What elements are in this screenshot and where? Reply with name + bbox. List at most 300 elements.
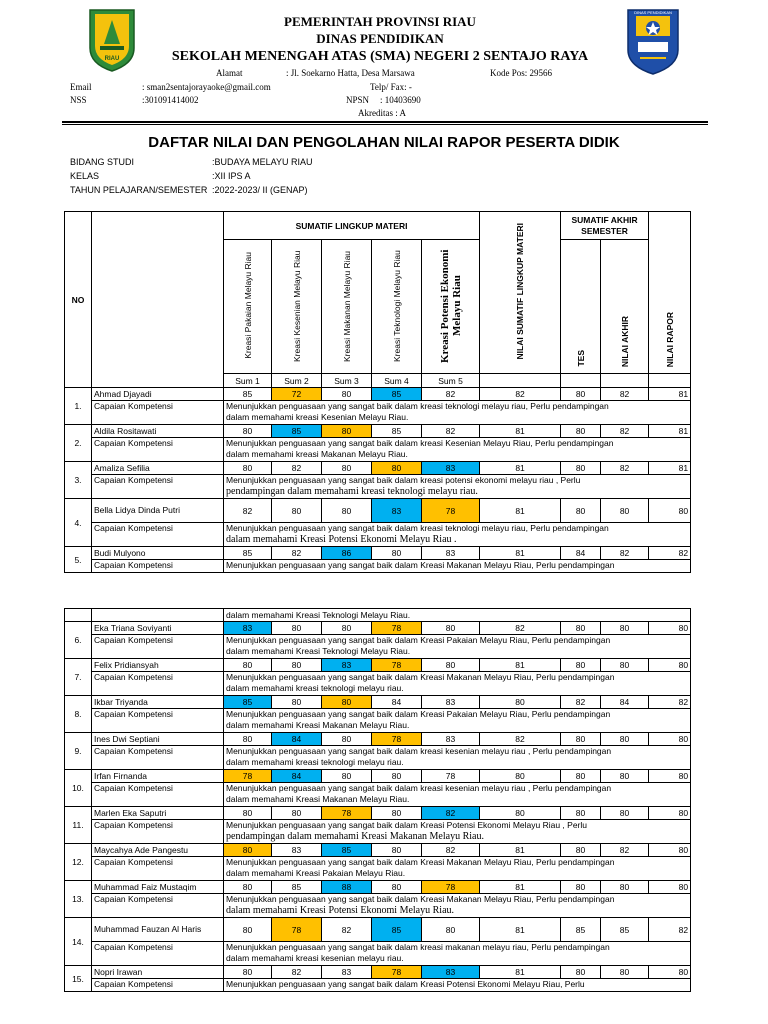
score-s2: 85 xyxy=(272,425,322,438)
score-s2: 80 xyxy=(272,696,322,709)
score-nilai-slm: 82 xyxy=(480,733,561,746)
row-number: 10. xyxy=(65,770,92,807)
score-tes: 80 xyxy=(561,622,601,635)
score-tes: 80 xyxy=(561,807,601,820)
score-s2: 80 xyxy=(272,807,322,820)
score-s1: 85 xyxy=(224,388,272,401)
row-number: 7. xyxy=(65,659,92,696)
score-nilai-akhir: 80 xyxy=(601,733,649,746)
svg-text:DINAS PENDIDIKAN: DINAS PENDIDIKAN xyxy=(634,10,672,15)
score-tes: 82 xyxy=(561,696,601,709)
header-sum5: Sum 5 xyxy=(422,374,480,388)
header-sum2: Sum 2 xyxy=(272,374,322,388)
capaian-label: Capaian Kompetensi xyxy=(92,746,224,770)
capaian-label: Capaian Kompetensi xyxy=(92,438,224,462)
score-s1: 80 xyxy=(224,844,272,857)
capaian-description xyxy=(224,894,691,918)
email-value: : sman2sentajorayaoke@gmail.com xyxy=(142,82,271,92)
score-nilai-akhir: 82 xyxy=(601,547,649,560)
capaian-description xyxy=(224,979,691,992)
meta-subject xyxy=(70,157,313,167)
table-row xyxy=(65,770,691,783)
score-s5: 80 xyxy=(422,918,480,942)
score-nilai-slm: 81 xyxy=(480,499,561,523)
table-row-capaian xyxy=(65,857,691,881)
score-nilai-rapor: 82 xyxy=(649,918,691,942)
capaian-line-1: Menunjukkan penguasaan yang sangat baik dalam Kreasi Pakaian Melayu Riau, Perlu pendampingan xyxy=(226,635,611,645)
score-s1: 80 xyxy=(224,807,272,820)
score-s2: 82 xyxy=(272,547,322,560)
header-col2-cell xyxy=(272,240,322,374)
capaian-line-1: Menunjukkan penguasaan yang sangat baik dalam kreasi kesenian melayu riau , Perlu pendampingan xyxy=(226,746,612,756)
student-name: Felix Pridiansyah xyxy=(92,659,224,672)
row-number: 8. xyxy=(65,696,92,733)
score-nilai-rapor: 81 xyxy=(649,462,691,475)
capaian-description xyxy=(224,523,691,547)
score-nilai-slm: 81 xyxy=(480,918,561,942)
table-row xyxy=(65,881,691,894)
row-number: 14. xyxy=(65,918,92,966)
table-row-capaian xyxy=(65,820,691,844)
student-name: Bella Lidya Dinda Putri xyxy=(92,499,224,523)
capaian-label: Capaian Kompetensi xyxy=(92,475,224,499)
capaian-label: Capaian Kompetensi xyxy=(92,979,224,992)
table-row xyxy=(65,659,691,672)
score-nilai-slm: 81 xyxy=(480,659,561,672)
student-name: Maycahya Ade Pangestu xyxy=(92,844,224,857)
capaian-line-1: Menunjukkan penguasaan yang sangat baik dalam kreasi potensi ekonomi melayu riau , Perlu xyxy=(226,475,581,485)
capaian-line-1: Menunjukkan penguasaan yang sangat baik dalam kreasi Kesenian Melayu Riau, Perlu pendampingan xyxy=(226,438,614,448)
score-tes: 80 xyxy=(561,881,601,894)
capaian-line-2: dalam memahami Kreasi Potensi Ekonomi Melayu Riau . xyxy=(226,534,457,545)
student-name: Muhammad Faiz Mustaqim xyxy=(92,881,224,894)
score-tes: 80 xyxy=(561,499,601,523)
score-nilai-akhir: 82 xyxy=(601,462,649,475)
score-s5: 80 xyxy=(422,659,480,672)
capaian-label: Capaian Kompetensi xyxy=(92,820,224,844)
score-s1: 80 xyxy=(224,425,272,438)
student-name: Aldila Rositawati xyxy=(92,425,224,438)
header-sum4: Sum 4 xyxy=(372,374,422,388)
score-s3: 83 xyxy=(322,659,372,672)
score-s3: 80 xyxy=(322,770,372,783)
score-nilai-akhir: 82 xyxy=(601,388,649,401)
capaian-line-1: Menunjukkan penguasaan yang sangat baik dalam Kreasi Pakaian Melayu Riau, Perlu pendampingan xyxy=(226,709,611,719)
score-s4: 80 xyxy=(372,462,422,475)
score-tes: 84 xyxy=(561,547,601,560)
student-name: Marlen Eka Saputri xyxy=(92,807,224,820)
capaian-label: Capaian Kompetensi xyxy=(92,857,224,881)
capaian-line-2: dalam memahami kreasi Kesenian Melayu Riau. xyxy=(226,412,409,422)
student-name: Amaliza Sefilia xyxy=(92,462,224,475)
score-nilai-slm: 81 xyxy=(480,881,561,894)
table-row-capaian xyxy=(65,746,691,770)
letterhead xyxy=(0,0,768,125)
header-blank xyxy=(480,374,561,388)
header-blank xyxy=(601,374,649,388)
score-s2: 83 xyxy=(272,844,322,857)
capaian-description xyxy=(224,401,691,425)
score-s4: 80 xyxy=(372,770,422,783)
score-nilai-slm: 80 xyxy=(480,770,561,783)
score-s3: 82 xyxy=(322,918,372,942)
continuation-description: dalam memahami Kreasi Teknologi Melayu Riau. xyxy=(224,609,691,622)
capaian-description xyxy=(224,942,691,966)
meta-class-label: KELAS xyxy=(70,171,100,181)
score-nilai-rapor: 81 xyxy=(649,425,691,438)
header-sumatif-akhir: SUMATIF AKHIR SEMESTER xyxy=(561,212,649,240)
header-tes: TES xyxy=(575,350,586,367)
table-row xyxy=(65,462,691,475)
header-nilai-akhir: NILAI AKHIR xyxy=(619,315,630,367)
table-row-capaian xyxy=(65,635,691,659)
score-tes: 80 xyxy=(561,733,601,746)
table-row xyxy=(65,547,691,560)
capaian-line-1: Menunjukkan penguasaan yang sangat baik dalam Kreasi Makanan Melayu Riau, Perlu pendampingan xyxy=(226,560,615,570)
score-s5: 83 xyxy=(422,966,480,979)
row-number: 11. xyxy=(65,807,92,844)
score-nilai-slm: 81 xyxy=(480,547,561,560)
score-s1: 85 xyxy=(224,696,272,709)
header-col1: Kreasi Pakaian Melayu Riau xyxy=(242,252,253,359)
table-row-capaian xyxy=(65,894,691,918)
score-nilai-akhir: 80 xyxy=(601,659,649,672)
score-s4: 80 xyxy=(372,881,422,894)
table-row-capaian xyxy=(65,401,691,425)
capaian-label: Capaian Kompetensi xyxy=(92,523,224,547)
score-s1: 82 xyxy=(224,499,272,523)
student-name: Eka Triana Soviyanti xyxy=(92,622,224,635)
score-tes: 80 xyxy=(561,425,601,438)
score-s5: 78 xyxy=(422,770,480,783)
address-label: Alamat xyxy=(216,68,243,78)
score-nilai-akhir: 80 xyxy=(601,622,649,635)
score-s2: 84 xyxy=(272,770,322,783)
header-nilai-rapor-cell xyxy=(649,212,691,374)
capaian-description xyxy=(224,709,691,733)
header-school-name: SEKOLAH MENENGAH ATAS (SMA) NEGERI 2 SENTAJO RAYA xyxy=(171,49,589,64)
score-s3: 85 xyxy=(322,844,372,857)
row-number: 2. xyxy=(65,425,92,462)
score-nilai-rapor: 80 xyxy=(649,733,691,746)
student-name: Nopri Irawan xyxy=(92,966,224,979)
score-nilai-rapor: 80 xyxy=(649,807,691,820)
score-s1: 85 xyxy=(224,547,272,560)
header-col4-cell xyxy=(372,240,422,374)
capaian-line-1: Menunjukkan penguasaan yang sangat baik dalam Kreasi Potensi Ekonomi Melayu Riau , Perlu xyxy=(226,820,587,830)
capaian-line-2: pendampingan dalam memahami kreasi teknologi melayu riau. xyxy=(226,486,478,497)
score-nilai-rapor: 81 xyxy=(649,388,691,401)
header-col3-cell xyxy=(322,240,372,374)
capaian-line-2: dalam memahami kreasi teknologi melayu riau. xyxy=(226,757,404,767)
capaian-description xyxy=(224,475,691,499)
table-row xyxy=(65,733,691,746)
capaian-label: Capaian Kompetensi xyxy=(92,401,224,425)
score-nilai-rapor: 80 xyxy=(649,844,691,857)
score-s3: 80 xyxy=(322,733,372,746)
score-s5: 82 xyxy=(422,844,480,857)
capaian-label: Capaian Kompetensi xyxy=(92,672,224,696)
score-s4: 84 xyxy=(372,696,422,709)
capaian-label: Capaian Kompetensi xyxy=(92,783,224,807)
row-number: 1. xyxy=(65,388,92,425)
header-blank xyxy=(561,374,601,388)
score-s2: 78 xyxy=(272,918,322,942)
capaian-line-2: dalam memahami kreasi kesenian melayu riau. xyxy=(226,953,404,963)
score-s5: 82 xyxy=(422,425,480,438)
score-tes: 80 xyxy=(561,388,601,401)
score-s4: 78 xyxy=(372,966,422,979)
header-col1-cell xyxy=(224,240,272,374)
score-s4: 85 xyxy=(372,425,422,438)
capaian-label: Capaian Kompetensi xyxy=(92,709,224,733)
score-s5: 83 xyxy=(422,696,480,709)
grades-body-page-1 xyxy=(65,388,691,573)
score-nilai-slm: 81 xyxy=(480,425,561,438)
continuation-name xyxy=(92,609,224,622)
row-number: 5. xyxy=(65,547,92,573)
npsn-label: NPSN xyxy=(346,95,370,105)
capaian-line-2: dalam memahami Kreasi Teknologi Melayu Riau. xyxy=(226,646,411,656)
score-s1: 80 xyxy=(224,462,272,475)
score-nilai-rapor: 80 xyxy=(649,966,691,979)
header-col3: Kreasi Makanan Melayu Riau xyxy=(341,249,352,362)
header-nilai-slm-cell xyxy=(480,212,561,374)
score-s5: 83 xyxy=(422,462,480,475)
npsn-value: : 10403690 xyxy=(380,95,421,105)
table-row-capaian xyxy=(65,979,691,992)
table-row-capaian xyxy=(65,475,691,499)
score-nilai-akhir: 84 xyxy=(601,696,649,709)
score-tes: 80 xyxy=(561,844,601,857)
score-s3: 83 xyxy=(322,966,372,979)
score-s3: 80 xyxy=(322,462,372,475)
score-nilai-slm: 81 xyxy=(480,966,561,979)
score-nilai-rapor: 80 xyxy=(649,659,691,672)
score-s3: 80 xyxy=(322,622,372,635)
score-s3: 88 xyxy=(322,881,372,894)
capaian-line-1: Menunjukkan penguasaan yang sangat baik dalam Kreasi Makanan Melayu Riau, Perlu pendampingan xyxy=(226,894,615,904)
score-nilai-slm: 81 xyxy=(480,844,561,857)
score-s2: 84 xyxy=(272,733,322,746)
nss-label: NSS xyxy=(70,95,87,105)
header-department: DINAS PENDIDIKAN xyxy=(316,31,444,46)
table-row-capaian xyxy=(65,438,691,462)
score-s1: 78 xyxy=(224,770,272,783)
score-s4: 85 xyxy=(372,388,422,401)
row-number: 9. xyxy=(65,733,92,770)
continuation-no xyxy=(65,609,92,622)
score-s3: 86 xyxy=(322,547,372,560)
score-nilai-slm: 80 xyxy=(480,696,561,709)
header-nilai-rapor: NILAI RAPOR xyxy=(664,311,675,367)
capaian-description xyxy=(224,746,691,770)
table-row-capaian xyxy=(65,709,691,733)
capaian-description xyxy=(224,438,691,462)
score-s2: 80 xyxy=(272,499,322,523)
score-s2: 80 xyxy=(272,659,322,672)
score-s5: 80 xyxy=(422,622,480,635)
header-no: NO xyxy=(65,212,92,388)
score-s5: 82 xyxy=(422,388,480,401)
header-col5: Kreasi Potensi Ekonomi Melayu Riau xyxy=(438,248,463,363)
row-number: 15. xyxy=(65,966,92,992)
header-divider xyxy=(62,121,708,123)
capaian-line-1: Menunjukkan penguasaan yang sangat baik dalam Kreasi Makanan Melayu Riau, Perlu pendampingan xyxy=(226,857,615,867)
score-s4: 80 xyxy=(372,807,422,820)
student-name: Irfan Firnanda xyxy=(92,770,224,783)
capaian-label: Capaian Kompetensi xyxy=(92,560,224,573)
header-col5-cell xyxy=(422,240,480,374)
score-s2: 82 xyxy=(272,462,322,475)
score-nilai-akhir: 80 xyxy=(601,807,649,820)
capaian-line-2: dalam memahami kreasi Makanan Melayu Riau. xyxy=(226,449,408,459)
capaian-description xyxy=(224,560,691,573)
capaian-label: Capaian Kompetensi xyxy=(92,894,224,918)
header-sum1: Sum 1 xyxy=(224,374,272,388)
score-s4: 80 xyxy=(372,547,422,560)
header-blank xyxy=(649,374,691,388)
capaian-line-1: Menunjukkan penguasaan yang sangat baik dalam kreasi teknologi melayu riau, Perlu pendampingan xyxy=(226,401,609,411)
score-s2: 72 xyxy=(272,388,322,401)
score-s4: 83 xyxy=(372,499,422,523)
score-s5: 78 xyxy=(422,881,480,894)
header-divider-thin xyxy=(62,124,708,125)
table-row xyxy=(65,918,691,942)
accreditation: Akreditas : A xyxy=(358,108,406,118)
table-row xyxy=(65,966,691,979)
score-s2: 85 xyxy=(272,881,322,894)
score-nilai-akhir: 80 xyxy=(601,881,649,894)
capaian-line-1: Menunjukkan penguasaan yang sangat baik dalam kreasi kesenian melayu riau , Perlu pendampingan xyxy=(226,783,612,793)
score-s3: 80 xyxy=(322,696,372,709)
score-nilai-rapor: 80 xyxy=(649,622,691,635)
score-s3: 80 xyxy=(322,499,372,523)
email-label: Email xyxy=(70,82,92,92)
score-s1: 83 xyxy=(224,622,272,635)
svg-text:RIAU: RIAU xyxy=(104,56,120,62)
table-row-capaian xyxy=(65,672,691,696)
score-tes: 85 xyxy=(561,918,601,942)
score-s1: 80 xyxy=(224,659,272,672)
table-row xyxy=(65,844,691,857)
row-number: 3. xyxy=(65,462,92,499)
capaian-line-1: Menunjukkan penguasaan yang sangat baik dalam kreasi makanan melayu riau, Perlu pendampingan xyxy=(226,942,610,952)
score-s4: 78 xyxy=(372,659,422,672)
capaian-line-1: Menunjukkan penguasaan yang sangat baik dalam Kreasi Makanan Melayu Riau, Perlu pendampingan xyxy=(226,672,615,682)
telp-fax: Telp/ Fax: - xyxy=(370,82,412,92)
riau-province-logo xyxy=(86,8,138,72)
capaian-label: Capaian Kompetensi xyxy=(92,635,224,659)
student-name: Muhammad Fauzan Al Haris xyxy=(92,918,224,942)
table-row xyxy=(65,622,691,635)
score-s1: 80 xyxy=(224,733,272,746)
score-nilai-slm: 82 xyxy=(480,622,561,635)
score-s2: 82 xyxy=(272,966,322,979)
capaian-line-2: pendampingan dalam memahami Kreasi Makanan Melayu Riau. xyxy=(226,831,484,842)
header-sumatif-lingkup: SUMATIF LINGKUP MATERI xyxy=(224,212,480,240)
table-row xyxy=(65,499,691,523)
meta-year-label: TAHUN PELAJARAN/SEMESTER xyxy=(70,185,208,195)
capaian-line-2: dalam memahami Kreasi Makanan Melayu Riau. xyxy=(226,794,410,804)
score-nilai-akhir: 80 xyxy=(601,499,649,523)
score-tes: 80 xyxy=(561,770,601,783)
meta-class xyxy=(70,171,251,181)
score-nilai-slm: 81 xyxy=(480,462,561,475)
score-s3: 80 xyxy=(322,388,372,401)
header-government: PEMERINTAH PROVINSI RIAU xyxy=(284,14,476,29)
header-tes-cell xyxy=(561,240,601,374)
capaian-description xyxy=(224,857,691,881)
table-row-capaian xyxy=(65,783,691,807)
score-s4: 78 xyxy=(372,622,422,635)
score-nilai-akhir: 80 xyxy=(601,966,649,979)
score-tes: 80 xyxy=(561,462,601,475)
capaian-line-1: Menunjukkan penguasaan yang sangat baik dalam kreasi teknologi melayu riau, Perlu pendampingan xyxy=(226,523,609,533)
student-name: Ikbar Triyanda xyxy=(92,696,224,709)
score-nilai-akhir: 82 xyxy=(601,844,649,857)
row-number: 6. xyxy=(65,622,92,659)
student-name: Ines Dwi Septiani xyxy=(92,733,224,746)
grades-table-page-1 xyxy=(64,211,691,573)
score-tes: 80 xyxy=(561,659,601,672)
capaian-line-2: dalam memahami Kreasi Pakaian Melayu Riau. xyxy=(226,868,406,878)
score-s5: 83 xyxy=(422,733,480,746)
score-s1: 80 xyxy=(224,918,272,942)
score-s5: 78 xyxy=(422,499,480,523)
score-tes: 80 xyxy=(561,966,601,979)
score-s4: 85 xyxy=(372,918,422,942)
header-col2: Kreasi Kesenian Melayu Riau xyxy=(291,249,302,362)
capaian-line-1: Menunjukkan penguasaan yang sangat baik dalam Kreasi Potensi Ekonomi Melayu Riau, Perlu xyxy=(226,979,585,989)
header-sum3: Sum 3 xyxy=(322,374,372,388)
capaian-line-2: dalam memahami kreasi teknologi melayu riau. xyxy=(226,683,404,693)
score-nilai-akhir: 85 xyxy=(601,918,649,942)
table-row-capaian xyxy=(65,942,691,966)
meta-subject-value: :BUDAYA MELAYU RIAU xyxy=(212,157,313,167)
meta-class-value: :XII IPS A xyxy=(212,171,251,181)
document-title: DAFTAR NILAI DAN PENGOLAHAN NILAI RAPOR PESERTA DIDIK xyxy=(148,134,620,151)
score-s4: 80 xyxy=(372,844,422,857)
score-nilai-slm: 82 xyxy=(480,388,561,401)
header-col4: Kreasi Teknologi Melayu Riau xyxy=(391,249,402,362)
table-row-capaian xyxy=(65,523,691,547)
score-nilai-slm: 80 xyxy=(480,807,561,820)
header-nilai-slm: NILAI SUMATIF LINGKUP MATERI xyxy=(515,223,526,360)
row-number: 13. xyxy=(65,881,92,918)
score-s1: 80 xyxy=(224,881,272,894)
nss-value: :301091414002 xyxy=(142,95,199,105)
table-row xyxy=(65,696,691,709)
grades-table-page-2 xyxy=(64,608,691,992)
capaian-label: Capaian Kompetensi xyxy=(92,942,224,966)
score-nilai-rapor: 80 xyxy=(649,770,691,783)
table-row xyxy=(65,807,691,820)
score-nilai-rapor: 80 xyxy=(649,881,691,894)
postal-code: Kode Pos: 29566 xyxy=(490,68,553,78)
meta-subject-label: BIDANG STUDI xyxy=(70,157,135,167)
score-s5: 82 xyxy=(422,807,480,820)
header-name-cell xyxy=(92,212,224,388)
student-name: Budi Mulyono xyxy=(92,547,224,560)
row-number: 4. xyxy=(65,499,92,547)
header-nilai-akhir-cell xyxy=(601,240,649,374)
score-nilai-rapor: 82 xyxy=(649,547,691,560)
capaian-description xyxy=(224,820,691,844)
meta-year xyxy=(70,185,308,195)
meta-year-value: :2022-2023/ II (GENAP) xyxy=(212,185,308,195)
score-s3: 80 xyxy=(322,425,372,438)
